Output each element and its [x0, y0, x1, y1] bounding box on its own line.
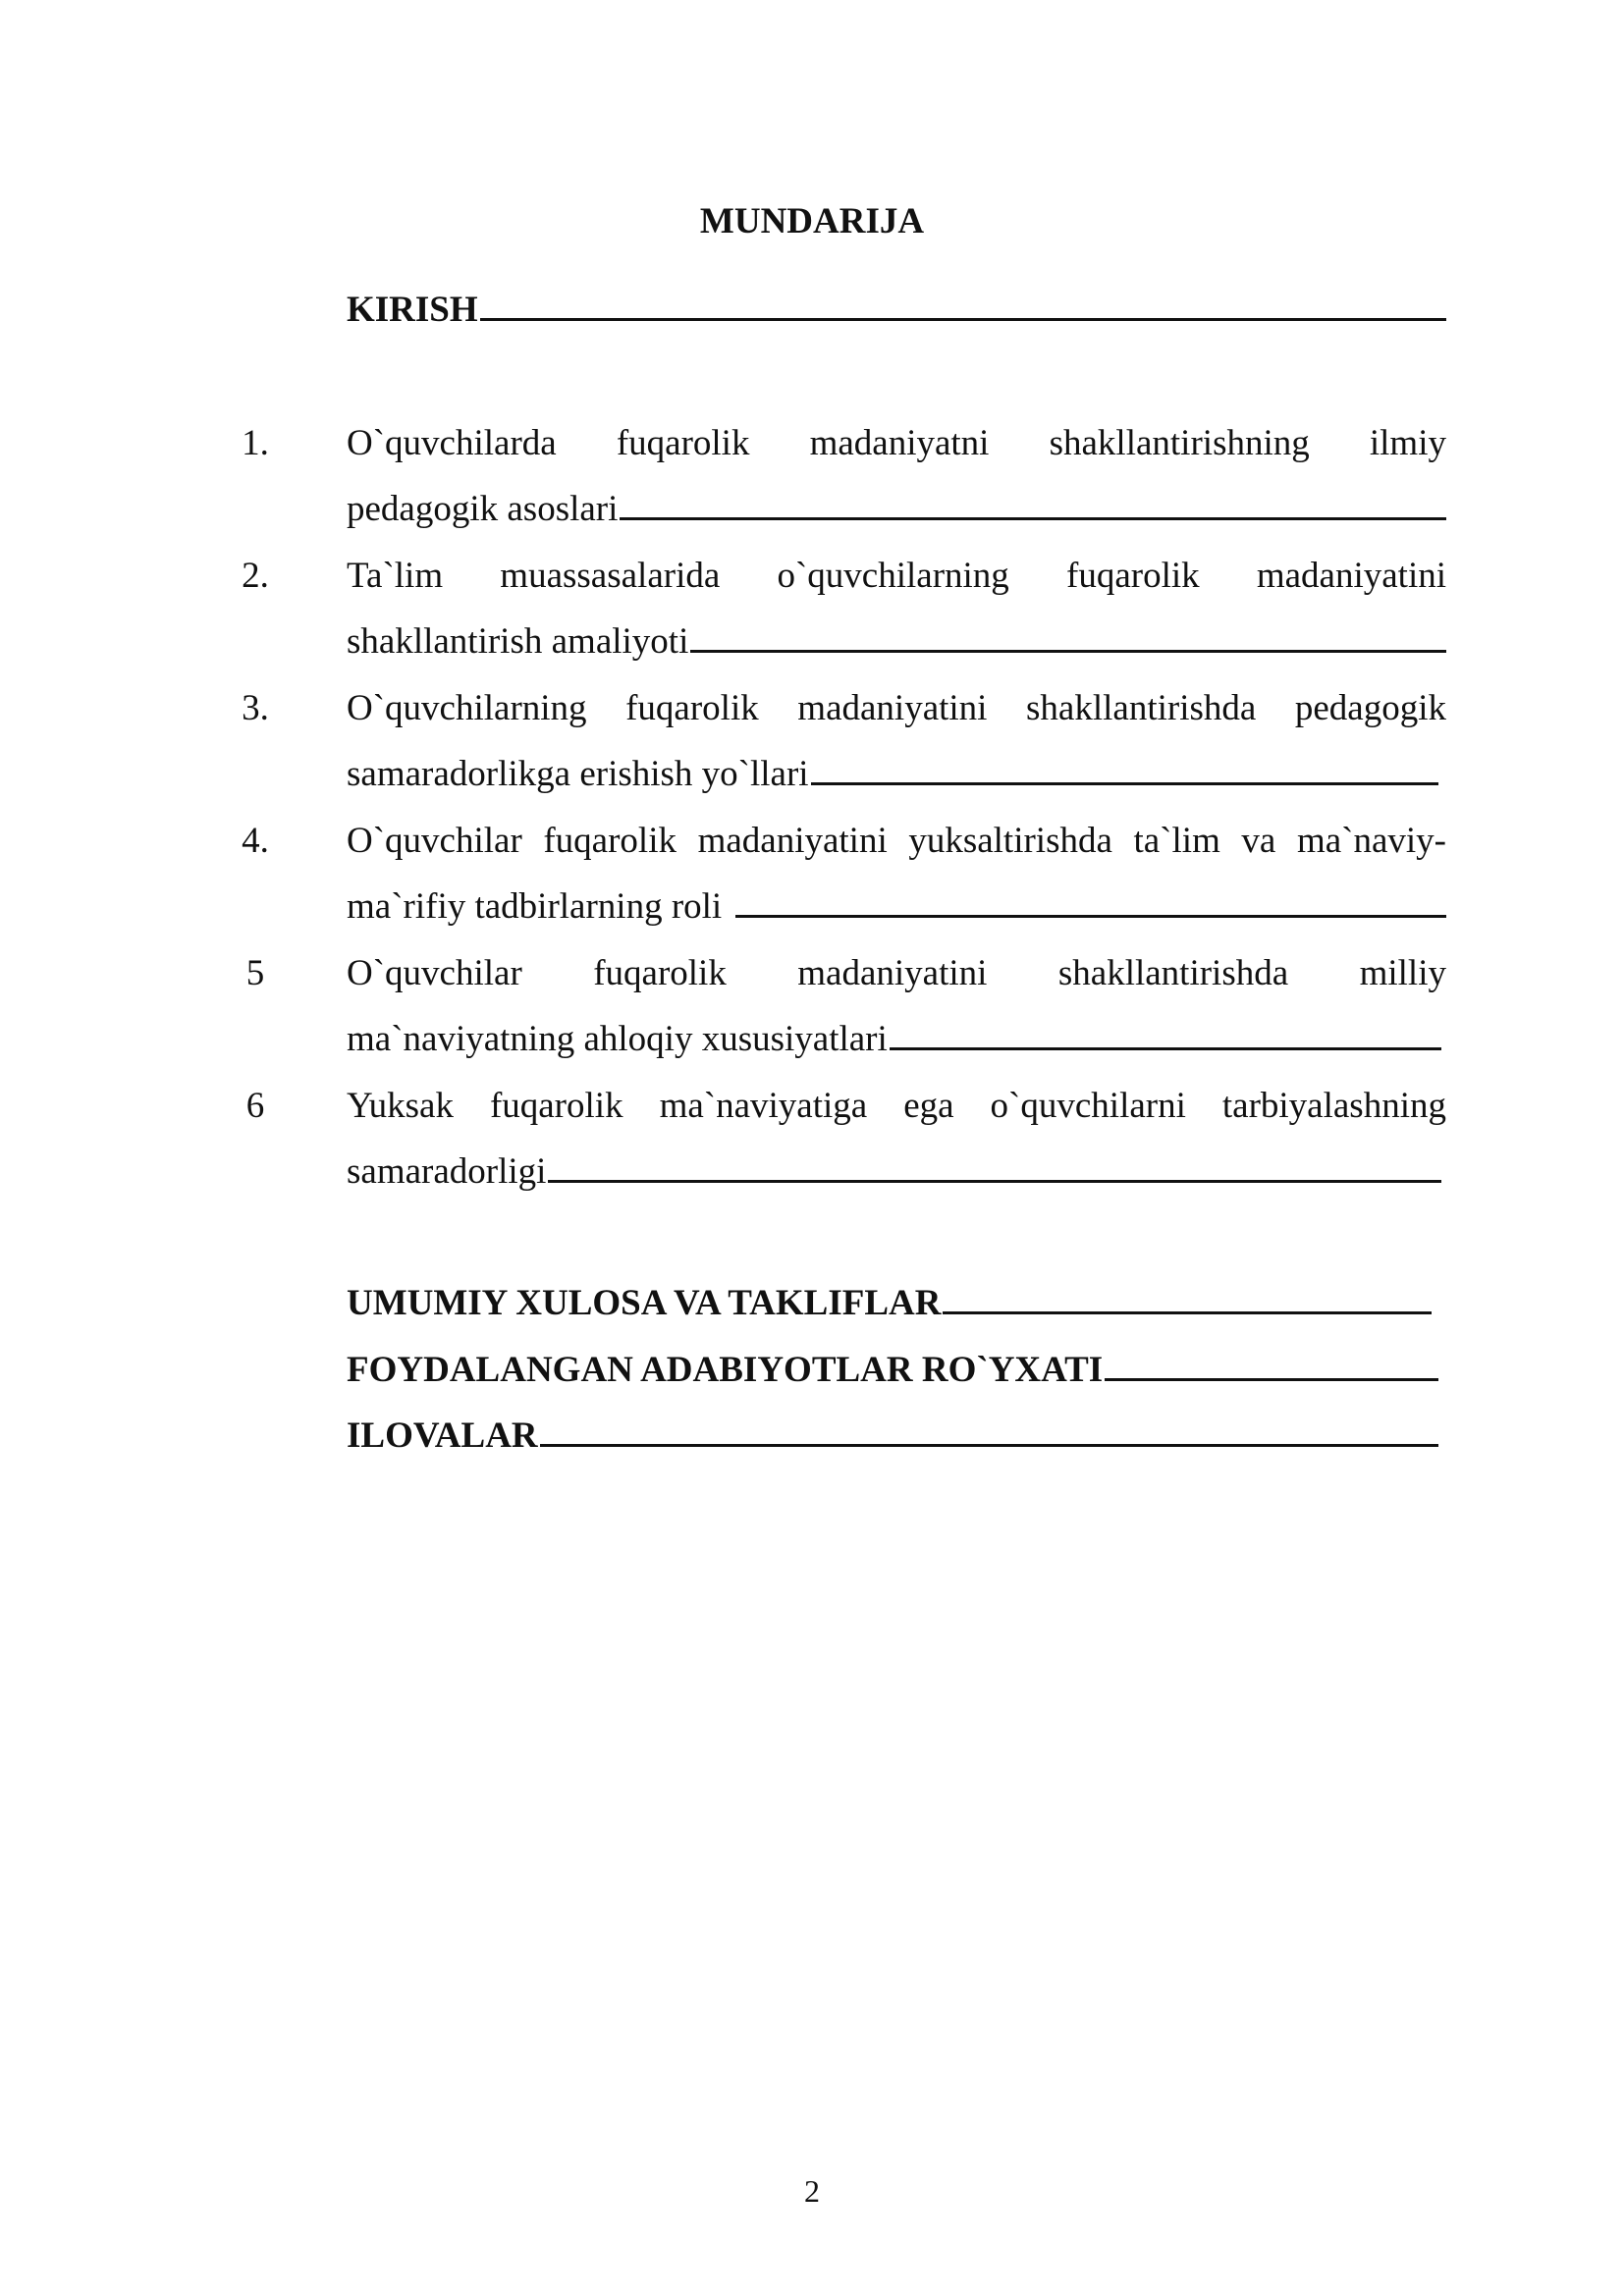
toc-entry-number: 4.: [242, 821, 269, 861]
toc-entry-text-line2: pedagogik asoslari: [347, 489, 619, 529]
leader-line: [1105, 1377, 1438, 1381]
toc-entry-conclusion-label: UMUMIY XULOSA VA TAKLIFLAR: [347, 1283, 942, 1323]
toc-entry-text-line2: samaradorligi: [347, 1151, 547, 1192]
toc-entry-number: 1.: [242, 423, 269, 463]
toc-entry-intro[interactable]: [347, 285, 1446, 336]
leader-line: [480, 317, 1446, 321]
toc-entry-text-line1: O`quvchilarda fuqarolik madaniyatni shakllantirishning ilmiy: [347, 423, 1446, 463]
toc-entry-text-line1: O`quvchilar fuqarolik madaniyatini yuksaltirishda ta`lim va ma`naviy-: [347, 821, 1446, 861]
leader-line: [540, 1443, 1438, 1447]
toc-entry-text-line1: O`quvchilarning fuqarolik madaniyatini shakllantirishda pedagogik: [347, 688, 1446, 728]
toc-entry-text-line1: O`quvchilar fuqarolik madaniyatini shakllantirishda milliy: [347, 953, 1446, 993]
toc-entry-number: 3.: [242, 688, 269, 728]
toc-entry-text-line1: Ta`lim muassasalarida o`quvchilarning fuqarolik madaniyatini: [347, 556, 1446, 596]
page-number: 2: [804, 2173, 820, 2209]
leader-line: [690, 649, 1446, 653]
toc-entry-references-label: FOYDALANGAN ADABIYOTLAR RO`YXATI: [347, 1350, 1104, 1390]
toc-entry-appendices[interactable]: [347, 1411, 1438, 1462]
leader-line: [620, 516, 1446, 520]
toc-entry-appendices-label: ILOVALAR: [347, 1415, 538, 1456]
toc-entry-number: 6: [245, 1086, 265, 1126]
leader-line: [890, 1046, 1441, 1050]
toc-entry-intro-label: KIRISH: [347, 290, 478, 330]
leader-line: [811, 781, 1438, 785]
leader-line: [943, 1310, 1432, 1314]
toc-entry-text-line2: samaradorlikga erishish yo`llari: [347, 754, 809, 794]
page-title: MUNDARIJA: [699, 201, 925, 241]
toc-entry-text-line2: shakllantirish amaliyoti: [347, 621, 689, 662]
toc-entry-number: 5: [245, 953, 265, 993]
leader-line: [548, 1179, 1441, 1183]
toc-entry-number: 2.: [242, 556, 269, 596]
toc-entry-conclusion[interactable]: [347, 1278, 1432, 1329]
toc-entry-text-line1: Yuksak fuqarolik ma`naviyatiga ega o`quvchilarni tarbiyalashning: [347, 1086, 1446, 1126]
toc-entry-text-line2: ma`rifiy tadbirlarning roli: [347, 886, 723, 927]
leader-line: [735, 914, 1446, 918]
toc-entry-text-line2: ma`naviyatning ahloqiy xususiyatlari: [347, 1019, 888, 1059]
toc-entry-references[interactable]: [347, 1345, 1438, 1396]
